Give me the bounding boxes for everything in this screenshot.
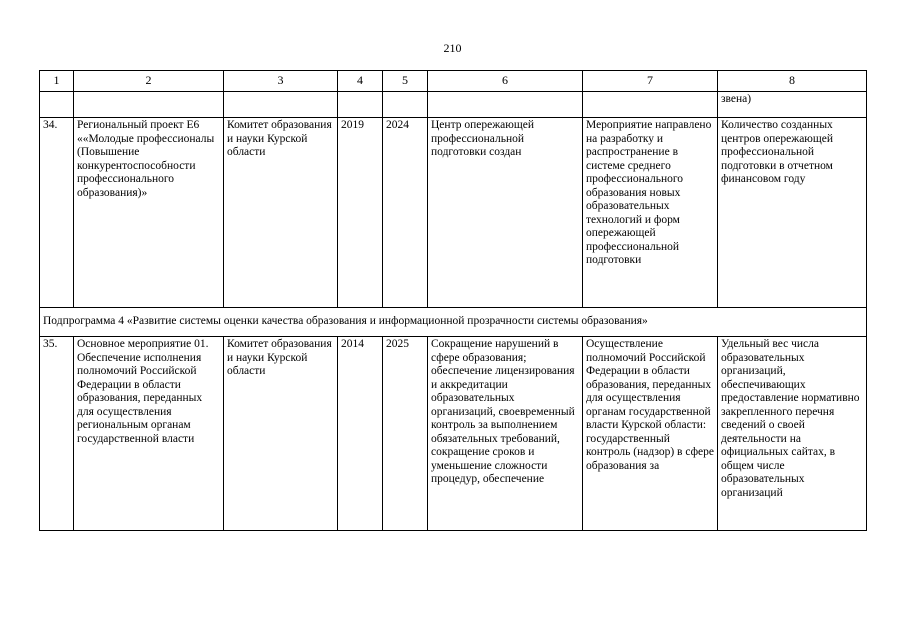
- subprogram-row: [40, 308, 867, 337]
- cont-cell-4: [338, 92, 383, 118]
- executor: Комитет образования и науки Курской области: [224, 337, 338, 531]
- header-row: [40, 71, 867, 92]
- event-name: Региональный проект Е6 ««Молодые профессионалы (Повышение конкурентоспособности профессионального образования)»: [74, 118, 224, 308]
- link-description: Осуществление полномочий Российской Федерации в области образования, переданных для осуществления органам государственной власти Курской области: государственный контроль (надзор) в сфере образования за: [583, 337, 718, 531]
- end-year: 2025: [383, 337, 428, 531]
- header-col-6: 6: [428, 71, 583, 92]
- table-row: [40, 118, 867, 308]
- cont-cell-7: [583, 92, 718, 118]
- header-col-3: 3: [224, 71, 338, 92]
- page-number: 210: [443, 41, 462, 55]
- header-col-2: 2: [74, 71, 224, 92]
- indicator: Удельный вес числа образовательных организаций, обеспечивающих предоставление нормативно закрепленного перечня сведений о своей деятельности на официальных сайтах, в общем числе образовательных организаций: [718, 337, 867, 531]
- link-description: Мероприятие направлено на разработку и распространение в системе среднего профессионального образования новых образовательных технологий и форм опережающей профессиональной подготовки: [583, 118, 718, 308]
- executor: Комитет образования и науки Курской области: [224, 118, 338, 308]
- event-name: Основное мероприятие 01. Обеспечение исполнения полномочий Российской Федерации в области образования, переданных для осуществления региональным органам государственной власти: [74, 337, 224, 531]
- indicator: Количество созданных центров опережающей профессиональной подготовки в отчетном финансовом году: [718, 118, 867, 308]
- start-year: 2014: [338, 337, 383, 531]
- header-col-4: 4: [338, 71, 383, 92]
- cont-cell-2: [74, 92, 224, 118]
- row-number: 34.: [40, 118, 74, 308]
- cont-cell-6: [428, 92, 583, 118]
- end-year: 2024: [383, 118, 428, 308]
- cont-cell-5: [383, 92, 428, 118]
- cont-cell-1: [40, 92, 74, 118]
- program-table: [39, 70, 867, 531]
- expected-result: Сокращение нарушений в сфере образования; обеспечение лицензирования и аккредитации образовательных организаций, своевременный контроль за выполнением обязательных требований, сокращение сроков и уменьшение сложности процедур, обеспечение: [428, 337, 583, 531]
- row-number: 35.: [40, 337, 74, 531]
- cont-cell-3: [224, 92, 338, 118]
- header-col-1: 1: [40, 71, 74, 92]
- start-year: 2019: [338, 118, 383, 308]
- continuation-row: [40, 92, 867, 118]
- cont-cell-8: звена): [718, 92, 867, 118]
- header-col-5: 5: [383, 71, 428, 92]
- subprogram-title: Подпрограмма 4 «Развитие системы оценки качества образования и информационной прозрачности системы образования»: [40, 308, 867, 337]
- header-col-7: 7: [583, 71, 718, 92]
- table-row: [40, 337, 867, 531]
- header-col-8: 8: [718, 71, 867, 92]
- expected-result: Центр опережающей профессиональной подготовки создан: [428, 118, 583, 308]
